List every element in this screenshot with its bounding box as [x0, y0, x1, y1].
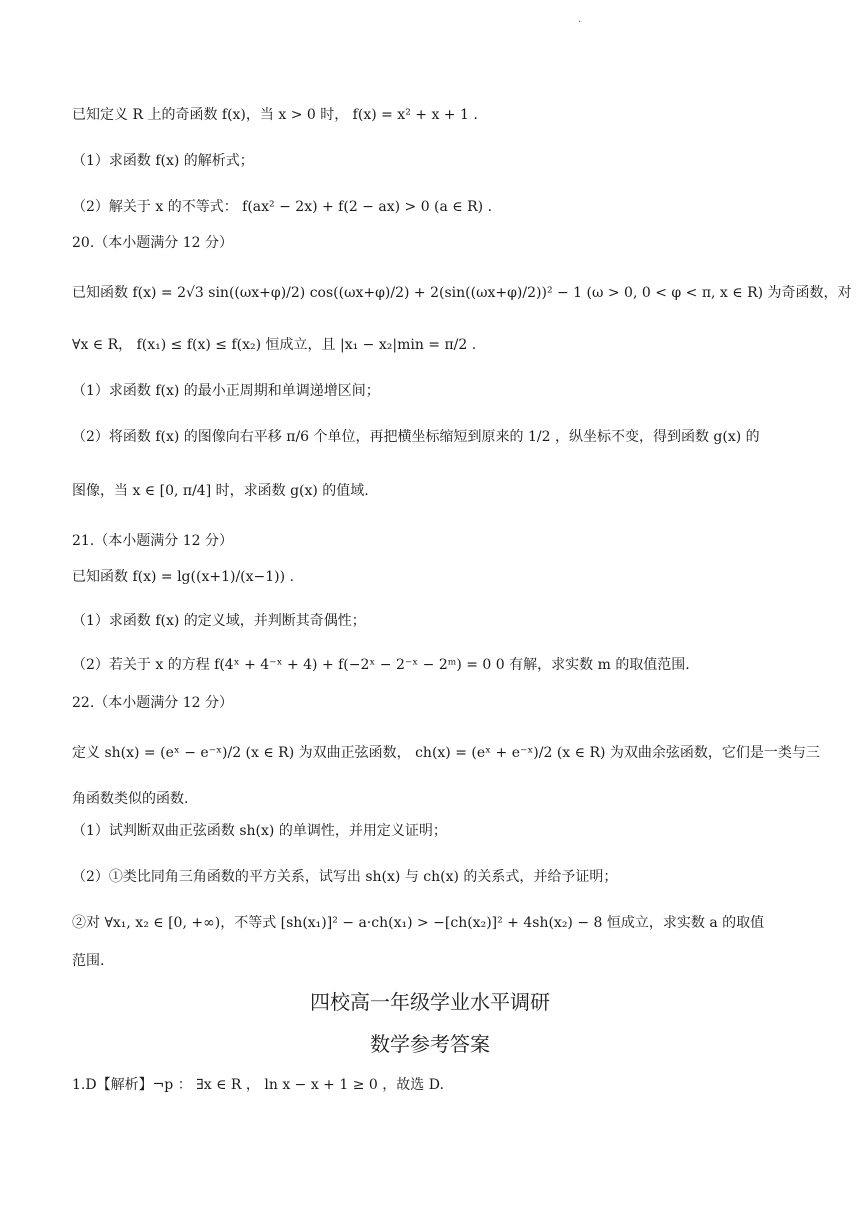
q22-part3-line1: ②对 ∀x₁, x₂ ∈ [0, +∞)，不等式 [sh(x₁)]² − a·ch(x₁) > −[ch(x₂)]² + 4sh(x₂) − 8 恒成立，求实数 a 的取值 — [72, 915, 765, 931]
q21-stem: 已知函数 f(x) = lg((x+1)/(x−1)) . — [72, 569, 294, 585]
q19-stem: 已知定义 R 上的奇函数 f(x)，当 x > 0 时， f(x) = x² + x + 1 . — [72, 107, 478, 123]
q20-part1: （1）求函数 f(x) 的最小正周期和单调递增区间； — [72, 383, 380, 399]
q20-part2-line2: 图像，当 x ∈ [0, π/4] 时，求函数 g(x) 的值域. — [72, 483, 369, 499]
answers-subtitle: 数学参考答案 — [370, 1032, 490, 1056]
q19-part2: （2）解关于 x 的不等式： f(ax² − 2x) + f(2 − ax) > 0 (a ∈ R) . — [72, 199, 493, 215]
q19-part1: （1）求函数 f(x) 的解析式； — [72, 153, 254, 169]
q22-header: 22.（本小题满分 12 分） — [72, 695, 233, 711]
q22-part3-line2: 范围. — [72, 953, 105, 969]
q22-stem-line1: 定义 sh(x) = (eˣ − e⁻ˣ)/2 (x ∈ R) 为双曲正弦函数， ch(x) = (eˣ + e⁻ˣ)/2 (x ∈ R) 为双曲余弦函数，它们是一类与三 — [72, 745, 820, 761]
q22-part2: （2）①类比同角三角函数的平方关系，试写出 sh(x) 与 ch(x) 的关系式，并给予证明； — [72, 869, 618, 885]
q21-part1: （1）求函数 f(x) 的定义域，并判断其奇偶性； — [72, 613, 366, 629]
q22-stem-line2: 角函数类似的函数. — [72, 791, 189, 807]
q21-header: 21.（本小题满分 12 分） — [72, 533, 233, 549]
header-mark: . — [578, 14, 582, 25]
q20-part2-line1: （2）将函数 f(x) 的图像向右平移 π/6 个单位，再把横坐标缩短到原来的 1/2 ，纵坐标不变，得到函数 g(x) 的 — [72, 429, 760, 445]
q22-part1: （1）试判断双曲正弦函数 sh(x) 的单调性，并用定义证明； — [72, 823, 447, 839]
q20-stem-line2: ∀x ∈ R， f(x₁) ≤ f(x) ≤ f(x₂) 恒成立，且 |x₁ − x₂|min = π/2 . — [72, 337, 477, 353]
q20-stem-line1: 已知函数 f(x) = 2√3 sin((ωx+φ)/2) cos((ωx+φ)/2) + 2(sin((ωx+φ)/2))² − 1 (ω > 0, 0 < φ < π, x ∈ R) 为奇函数，对 — [72, 285, 852, 301]
q20-header: 20.（本小题满分 12 分） — [72, 235, 233, 251]
q21-part2: （2）若关于 x 的方程 f(4ˣ + 4⁻ˣ + 4) + f(−2ˣ − 2⁻ˣ − 2ᵐ) = 0 0 有解，求实数 m 的取值范围. — [72, 657, 690, 673]
answers-title: 四校高一年级学业水平调研 — [310, 990, 550, 1014]
answer-item-1: 1.D【解析】¬p ： ∃x ∈ R ， ln x − x + 1 ≥ 0 ，故选 D. — [72, 1077, 444, 1093]
